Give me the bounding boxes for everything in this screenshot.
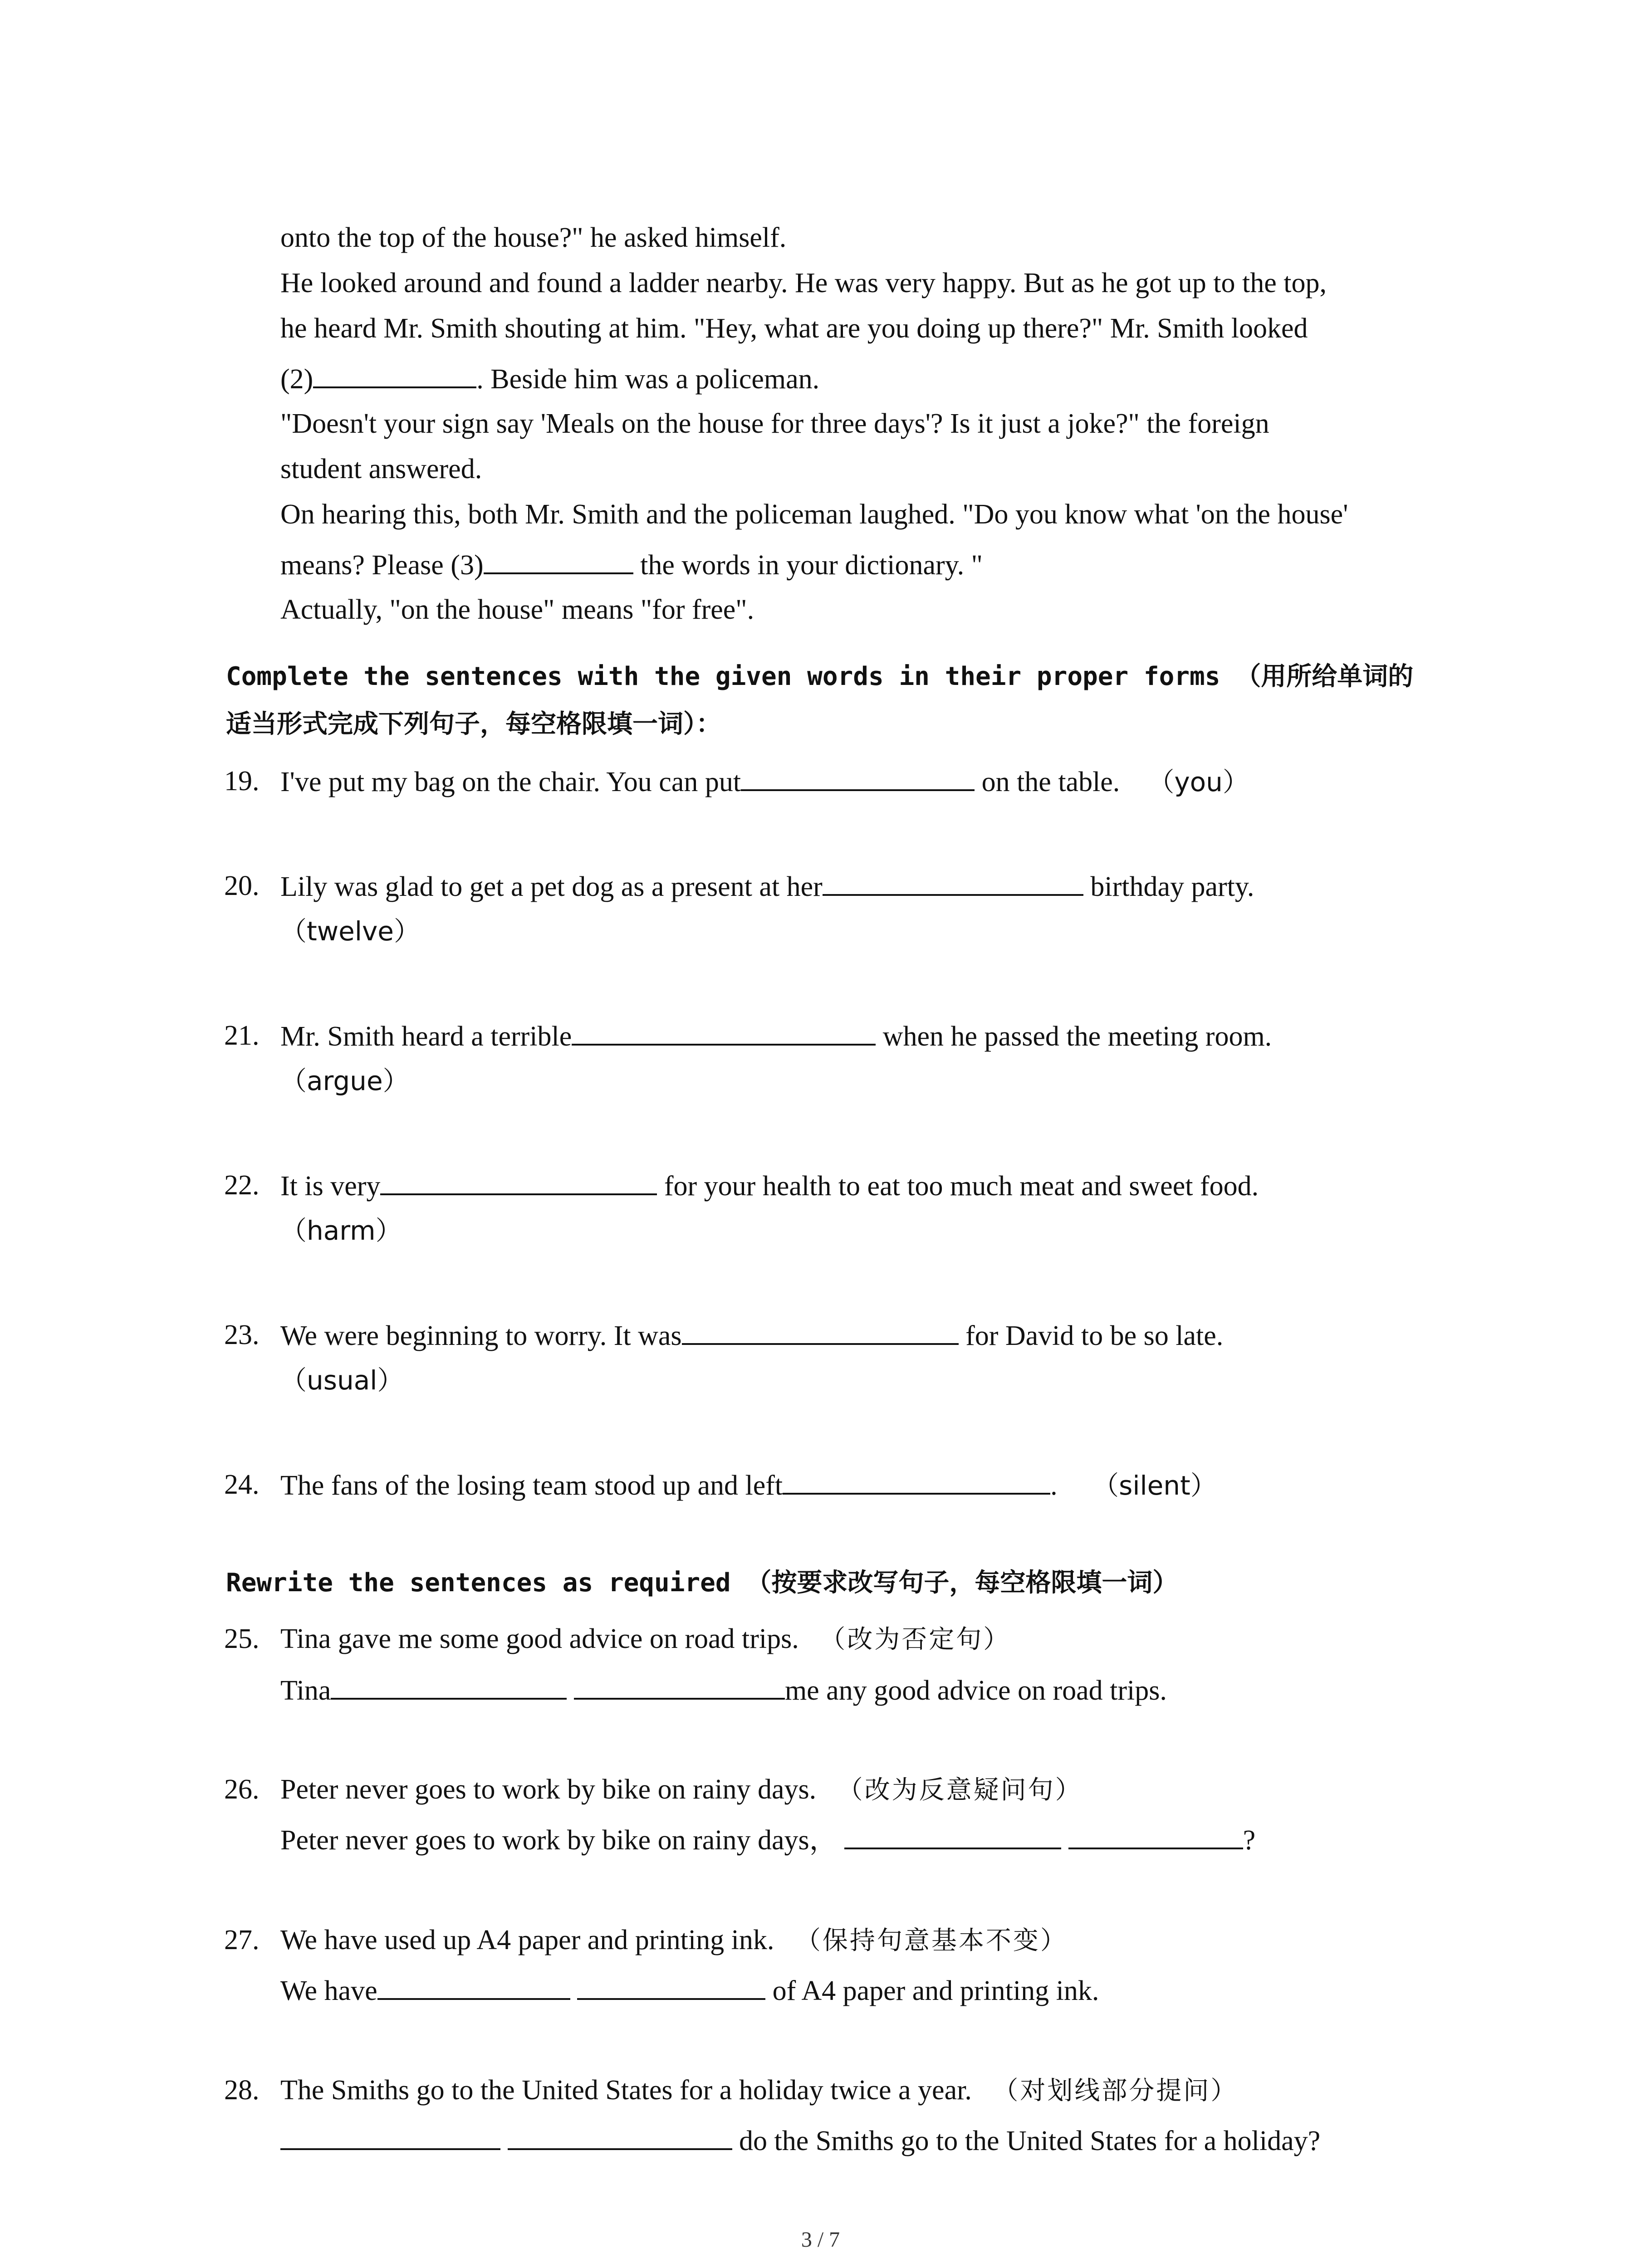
question-26 [280,1771,1083,1808]
answer-blank[interactable] [377,1972,570,2000]
answer-blank[interactable] [844,1821,1061,1849]
answer-blank[interactable] [572,1017,876,1046]
passage-text: the words in your dictionary. " [633,550,983,581]
question-text: Mr. Smith heard a terrible [280,1021,572,1052]
answer-line-26 [280,1821,1255,1857]
question-number: 21. [224,1020,260,1051]
question-number: 23. [224,1320,260,1350]
instruction-note: （改为反意疑问句） [837,1775,1083,1805]
answer-blank[interactable] [313,360,476,388]
question-text: The Smiths go to the United States for a holiday twice a year. [280,2075,972,2106]
passage-line: student answered. [280,454,482,484]
instruction-note: （保持句意基本不变） [795,1926,1068,1955]
answer-blank[interactable] [741,763,975,791]
answer-blank[interactable] [574,1672,785,1700]
question-number: 20. [224,870,260,901]
question-number: 28. [224,2075,260,2106]
heading-text-cn: （用所给单词的 [1235,662,1414,691]
answer-blank[interactable] [823,868,1083,896]
answer-text: Peter never goes to work by bike on rainy days， [280,1825,838,1856]
heading-text-cn: （按要求改写句子，每空格限填一词） [746,1568,1178,1598]
answer-line-25 [280,1672,1167,1708]
question-text: on the table. [975,767,1120,797]
answer-text: Tina [280,1675,331,1706]
question-22 [280,1167,1259,1203]
question-19 [280,763,1249,799]
heading-text-en: Rewrite the sentences as required [226,1568,731,1598]
passage-line-blank-3 [280,546,983,582]
page-number: 3 / 7 [801,2228,840,2252]
question-text: Peter never goes to work by bike on rainy days. [280,1774,817,1805]
word-hint-text: （usual） [280,1365,404,1396]
question-25 [280,1621,1010,1657]
word-hint-text: （harm） [280,1215,402,1246]
word-hint-text: （argue） [280,1066,409,1096]
question-text: We were beginning to worry. It was [280,1320,682,1351]
answer-text: ? [1243,1825,1256,1856]
question-number: 27. [224,1925,260,1955]
question-text: birthday party. [1083,871,1254,902]
passage-line: "Doesn't your sign say 'Meals on the house for three days'? Is it just a joke?" the foreign [280,408,1269,439]
passage-line: He looked around and found a ladder nearby. He was very happy. But as he got up to the top, [280,268,1327,298]
word-hint [280,1362,403,1398]
answer-text: do the Smiths go to the United States for a holiday? [732,2126,1321,2156]
answer-blank[interactable] [484,546,633,574]
question-text: I've put my bag on the chair. You can put [280,767,741,797]
question-text: The fans of the losing team stood up and left [280,1470,783,1501]
question-24 [280,1466,1217,1503]
passage-line-blank-2 [280,360,819,396]
answer-text: me any good advice on road trips. [784,1675,1167,1706]
question-number: 22. [224,1170,260,1201]
word-hint: （you） [1148,767,1249,797]
answer-text: We have [280,1975,377,2006]
question-text: when he passed the meeting room. [876,1021,1272,1052]
answer-blank[interactable] [380,1167,657,1195]
question-text: It is very [280,1171,381,1202]
answer-blank[interactable] [508,2122,732,2150]
word-hint [280,1063,409,1099]
instruction-note: （对划线部分提问） [993,2076,1238,2106]
question-21 [280,1017,1272,1054]
word-hint-text: （twelve） [280,916,420,947]
question-number: 25. [224,1623,260,1654]
answer-line-28 [280,2122,1320,2158]
instruction-note: （改为否定句） [820,1625,1011,1654]
answer-text: of A4 paper and printing ink. [765,1975,1099,2006]
passage-line: On hearing this, both Mr. Smith and the policeman laughed. "Do you know what 'on the house' [280,499,1348,530]
answer-line-27 [280,1972,1099,2008]
answer-blank[interactable] [783,1466,1050,1495]
answer-blank[interactable] [280,2122,500,2150]
question-text: . [1050,1470,1058,1501]
question-number: 19. [224,766,260,797]
question-20 [280,868,1254,904]
question-28 [280,2072,1238,2108]
answer-blank[interactable] [331,1672,567,1700]
word-hint [280,913,420,949]
question-text: Lily was glad to get a pet dog as a present at her [280,871,823,902]
passage-line: he heard Mr. Smith shouting at him. "Hey, what are you doing up there?" Mr. Smith looked [280,313,1308,344]
question-number: 24. [224,1469,260,1500]
answer-blank[interactable] [1068,1821,1243,1849]
word-hint [280,1212,402,1249]
question-23 [280,1317,1223,1353]
passage-line: onto the top of the house?" he asked himself. [280,222,787,253]
answer-blank[interactable] [682,1317,959,1345]
question-text: Tina gave me some good advice on road trips. [280,1623,799,1654]
answer-blank[interactable] [577,1972,765,2000]
section-heading-forms-cont: 适当形式完成下列句子，每空格限填一词）： [226,709,721,739]
section-heading-forms [226,659,1413,695]
question-text: We have used up A4 paper and printing ink. [280,1925,774,1955]
question-number: 26. [224,1774,260,1805]
heading-text-en: Complete the sentences with the given words in their proper forms [226,662,1220,691]
section-heading-rewrite [226,1565,1178,1601]
passage-line: Actually, "on the house" means "for free". [280,594,754,625]
question-text: for your health to eat too much meat and sweet food. [657,1171,1259,1202]
passage-text: means? Please (3) [280,550,484,581]
blank-label: (2) [280,364,314,395]
passage-text: . Beside him was a policeman. [476,364,820,395]
question-27 [280,1922,1068,1958]
question-text: for David to be so late. [958,1320,1224,1351]
word-hint: （silent） [1092,1470,1217,1501]
